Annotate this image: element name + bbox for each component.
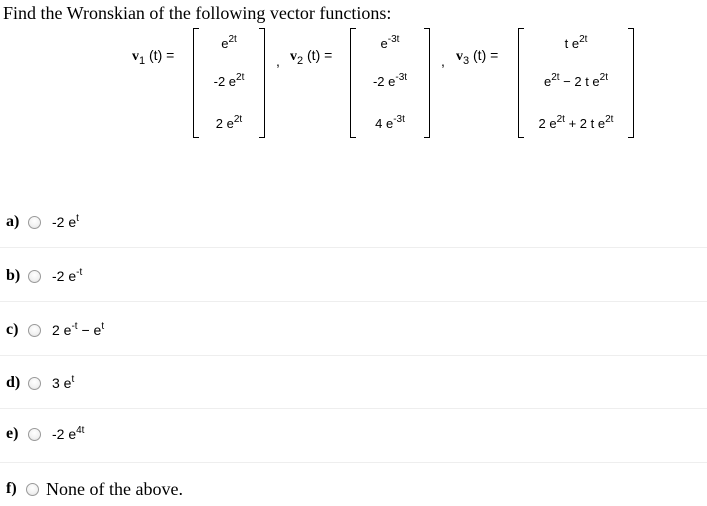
option-a[interactable] [6,208,79,236]
option-c[interactable] [6,316,104,344]
option-text: None of the above. [46,478,183,499]
option-letter: c) [6,321,19,338]
option-text: -2 $e^{-t}$ [52,267,83,284]
vector-2-entry-2: -2 $e^{-3t}$ [372,72,408,89]
option-text: -2 $e^{4t}$ [52,425,85,442]
option-letter: f) [6,480,17,497]
vector-3-entry-3: 2 $e^{2t} + 2$ t $e^{2t}$ [538,114,614,131]
option-letter: e) [6,425,19,442]
separator-comma: , [441,53,445,69]
vector-1-matrix [193,28,265,138]
vector-2-matrix [350,28,430,138]
option-f[interactable] [6,475,183,503]
option-letter: d) [6,374,21,391]
divider [0,408,707,409]
divider [0,355,707,356]
option-d[interactable] [6,369,74,397]
divider [0,247,707,248]
radio-button[interactable] [28,428,41,441]
vector-3-label: $v_3$ (t) = [456,47,499,67]
vector-2-entry-1: $e^{-3t}$ [380,34,400,51]
option-text: 2 $e^{-t} - e^t$ [52,321,105,338]
option-letter: a) [6,213,20,230]
vector-1-entry-3: 2 $e^{2t}$ [215,114,243,131]
radio-button[interactable] [28,324,41,337]
option-text: 3 $e^t$ [52,374,75,391]
option-letter: b) [6,267,21,284]
radio-button[interactable] [28,377,41,390]
option-text: -2 $e^t$ [52,213,79,230]
divider [0,462,707,463]
radio-button[interactable] [28,216,41,229]
vector-3-entry-2: $e^{2t} - 2$ t $e^{2t}$ [543,72,609,89]
vector-2-entry-3: 4 $e^{-3t}$ [375,114,405,131]
option-e[interactable] [6,420,84,448]
vector-1-entry-1: $e^{2t}$ [221,34,237,51]
vector-1-label: $v_1$ (t) = [132,47,175,67]
question-text: Find the Wronskian of the following vector functions: [3,3,392,23]
radio-button[interactable] [28,270,41,283]
divider [0,301,707,302]
vector-3-entry-1: t $e^{2t}$ [564,34,588,51]
vector-1-entry-2: -2 $e^{2t}$ [213,72,245,89]
option-b[interactable] [6,262,82,290]
separator-comma: , [276,53,280,69]
vector-2-label: $v_2$ (t) = [290,47,333,67]
vector-3-matrix [518,28,634,138]
radio-button[interactable] [26,483,39,496]
